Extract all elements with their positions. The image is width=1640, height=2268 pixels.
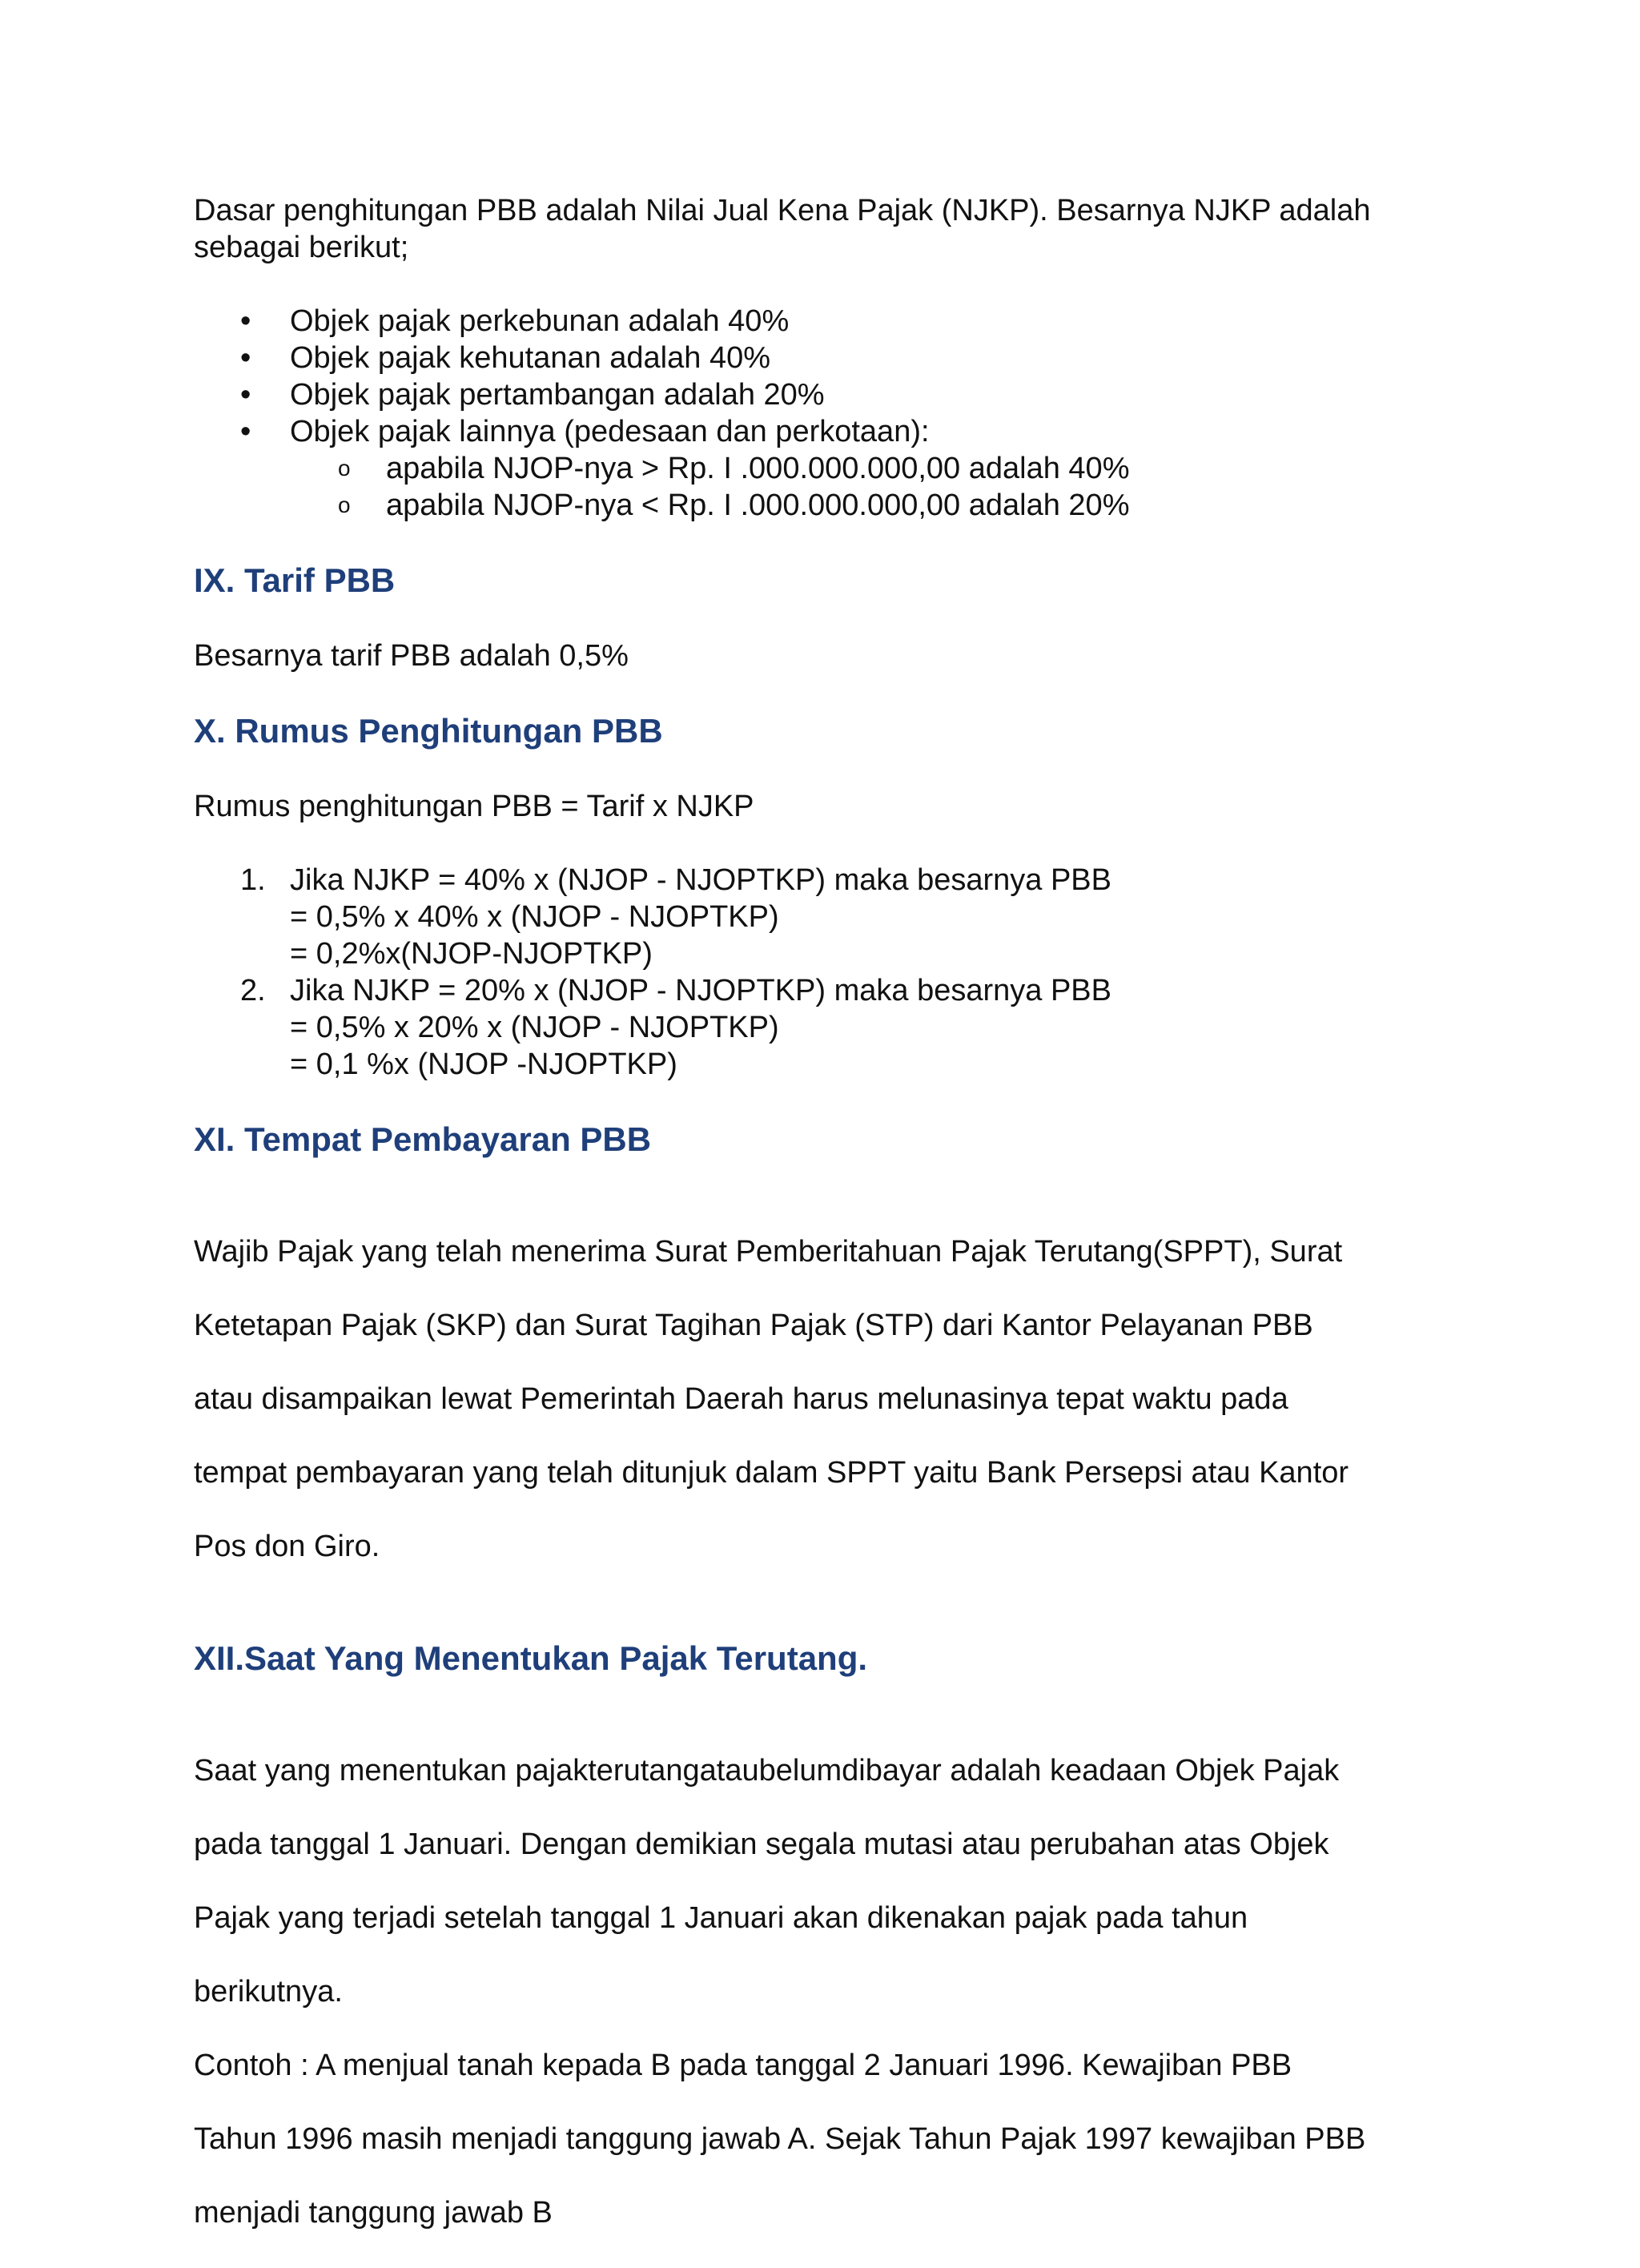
section-heading-saat: XII.Saat Yang Menentukan Pajak Terutang.: [194, 1639, 868, 1677]
section-heading-tarif: IX. Tarif PBB: [194, 561, 396, 599]
paragraph-line: Pos don Giro.: [194, 1530, 380, 1563]
bullet-icon: •: [240, 304, 251, 338]
paragraph-line: Tahun 1996 masih menjadi tanggung jawab A. Sejak Tahun Pajak 1997 kewajiban PBB: [194, 2122, 1366, 2156]
sub-list-item-text: apabila NJOP-nya > Rp. I .000.000.000,00 adalah 40%: [386, 452, 1130, 485]
document-page: [194, 192, 1459, 2268]
paragraph-line: tempat pembayaran yang telah ditunjuk dalam SPPT yaitu Bank Persepsi atau Kantor: [194, 1456, 1349, 1490]
sub-list-item-text: apabila NJOP-nya < Rp. I .000.000.000,00 adalah 20%: [386, 489, 1130, 522]
list-item: [194, 303, 1459, 340]
rumus-paragraph: Rumus penghitungan PBB = Tarif x NJKP: [194, 790, 754, 823]
list-item: [194, 376, 1459, 413]
bullet-icon: •: [240, 378, 251, 412]
paragraph-line: Wajib Pajak yang telah menerima Surat Pemberitahuan Pajak Terutang(SPPT), Surat: [194, 1235, 1343, 1269]
paragraph-line: Pajak yang terjadi setelah tanggal 1 Januari akan dikenakan pajak pada tahun: [194, 1901, 1248, 1935]
tempat-paragraph: [194, 1196, 1459, 1602]
paragraph-line: berikutnya.: [194, 1975, 343, 2009]
bullet-icon: •: [240, 415, 251, 448]
circle-bullet-icon: o: [338, 456, 351, 481]
paragraph-line: Contoh : A menjual tanah kepada B pada tanggal 2 Januari 1996. Kewajiban PBB: [194, 2049, 1292, 2082]
list-item-text: Objek pajak perkebunan adalah 40%: [290, 304, 790, 338]
sub-list-item: [194, 487, 1459, 524]
numbered-item: [194, 862, 1459, 972]
paragraph-line: Saat yang menentukan pajakterutangataubelumdibayar adalah keadaan Objek Pajak: [194, 1754, 1340, 1787]
intro-paragraph: [194, 192, 1459, 266]
paragraph-line: menjadi tanggung jawab B: [194, 2196, 553, 2230]
formula-line: Jika NJKP = 40% x (NJOP - NJOPTKP) maka besarnya PBB: [290, 863, 1111, 897]
list-item-text: Objek pajak lainnya (pedesaan dan perkotaan):: [290, 415, 930, 448]
section-heading-rumus: X. Rumus Penghitungan PBB: [194, 712, 663, 750]
formula-line: Jika NJKP = 20% x (NJOP - NJOPTKP) maka besarnya PBB: [290, 974, 1111, 1007]
section-heading-tempat: XI. Tempat Pembayaran PBB: [194, 1120, 652, 1158]
formula-line: = 0,5% x 40% x (NJOP - NJOPTKP): [290, 900, 779, 934]
paragraph-line: pada tanggal 1 Januari. Dengan demikian segala mutasi atau perubahan atas Objek: [194, 1828, 1329, 1861]
formula-line: = 0,2%x(NJOP-NJOPTKP): [290, 937, 653, 971]
list-number: 2.: [240, 974, 266, 1007]
paragraph-line: Ketetapan Pajak (SKP) dan Surat Tagihan Pajak (STP) dari Kantor Pelayanan PBB: [194, 1309, 1313, 1342]
paragraph-line: atau disampaikan lewat Pemerintah Daerah harus melunasinya tepat waktu pada: [194, 1382, 1288, 1416]
sub-list-item: [194, 450, 1459, 487]
rumus-numbered-list: [194, 862, 1459, 1083]
bullet-icon: •: [240, 341, 251, 375]
list-item-text: Objek pajak kehutanan adalah 40%: [290, 341, 771, 375]
list-item: [194, 340, 1459, 376]
njkp-bullet-list: [194, 303, 1459, 450]
njkp-sub-list: [194, 450, 1459, 524]
intro-line: sebagai berikut;: [194, 231, 409, 264]
list-item: [194, 413, 1459, 450]
formula-line: = 0,5% x 20% x (NJOP - NJOPTKP): [290, 1011, 779, 1044]
list-item-text: Objek pajak pertambangan adalah 20%: [290, 378, 825, 412]
tarif-paragraph: Besarnya tarif PBB adalah 0,5%: [194, 639, 629, 673]
numbered-item: [194, 972, 1459, 1083]
formula-line: = 0,1 %x (NJOP -NJOPTKP): [290, 1048, 677, 1081]
saat-paragraph: [194, 1715, 1459, 2268]
list-number: 1.: [240, 863, 266, 897]
circle-bullet-icon: o: [338, 493, 351, 517]
intro-line: Dasar penghitungan PBB adalah Nilai Jual Kena Pajak (NJKP). Besarnya NJKP adalah: [194, 194, 1371, 227]
